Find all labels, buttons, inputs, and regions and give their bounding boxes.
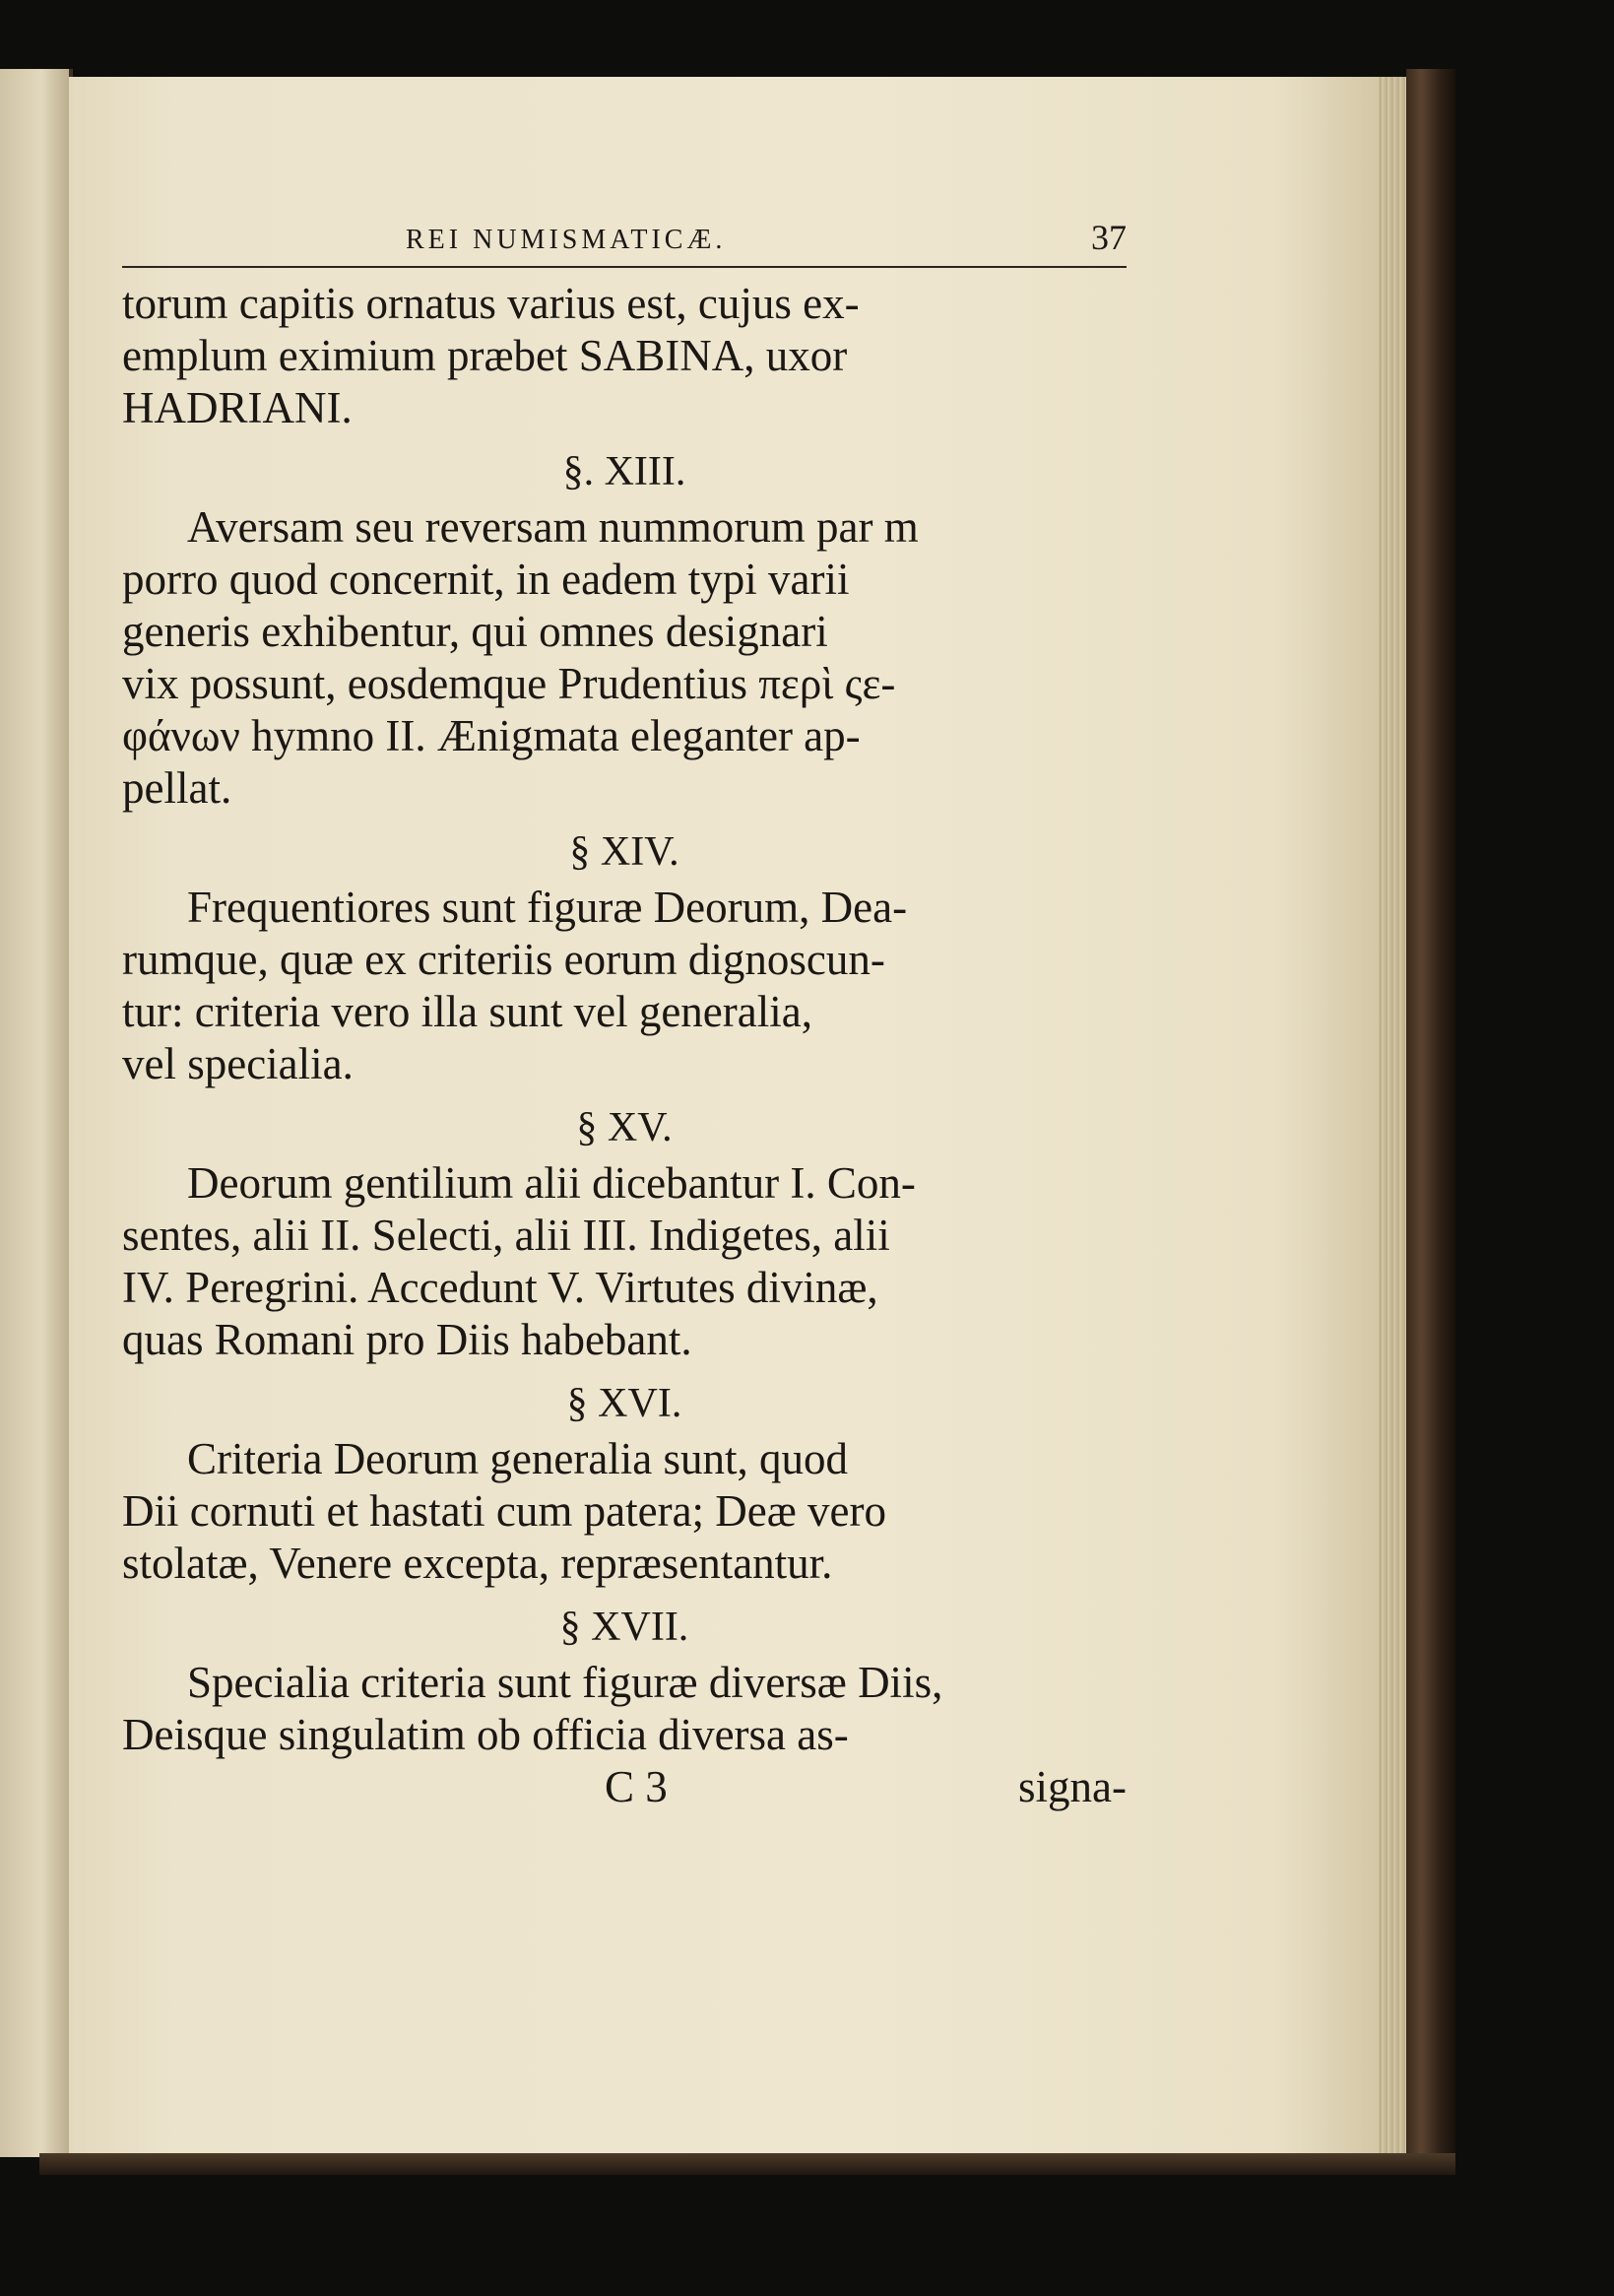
page-number: 37	[1091, 218, 1127, 257]
text-line: sentes, alii II. Selecti, alii III. Indigetes, alii	[122, 1211, 890, 1260]
section-heading-13: §. XIII.	[562, 449, 686, 494]
text-line: porro quod concernit, in eadem typi varii	[122, 555, 850, 604]
section-heading-14: § XIV.	[569, 829, 679, 875]
left-page-edge	[0, 69, 73, 2157]
text-line: generis exhibentur, qui omnes designari	[122, 607, 828, 656]
header-rule	[122, 266, 1127, 268]
text-line: vel specialia.	[122, 1039, 354, 1088]
text-block	[122, 218, 1127, 1816]
text-line: Aversam seu reversam nummorum par m	[187, 502, 919, 552]
page-fore-edge	[1379, 77, 1406, 2153]
text-line: φάνων hymno II. Ænigmata eleganter ap-	[122, 711, 861, 760]
book-spine	[1406, 69, 1455, 2165]
page-header	[122, 218, 1127, 266]
text-line: Deorum gentilium alii dicebantur I. Con-	[187, 1158, 916, 1208]
cover-bottom-edge	[39, 2153, 1455, 2175]
text-line: tur: criteria vero illa sunt vel generalia,	[122, 987, 812, 1036]
signature-mark: C 3	[605, 1762, 668, 1811]
text-line: stolatæ, Venere excepta, repræsentantur.	[122, 1539, 833, 1588]
running-head: REI NUMISMATICÆ.	[406, 225, 727, 255]
text-line: HADRIANI.	[122, 383, 353, 432]
text-line: quas Romani pro Diis habebant.	[122, 1315, 692, 1364]
text-line: vix possunt, eosdemque Prudentius περὶ ςε-	[122, 659, 896, 708]
text-line: torum capitis ornatus varius est, cujus ex-	[122, 279, 860, 328]
text-line: Criteria Deorum generalia sunt, quod	[187, 1434, 849, 1483]
section-heading-15: § XV.	[576, 1105, 673, 1150]
text-line: emplum eximium præbet SABINA, uxor	[122, 331, 848, 380]
text-line: Dii cornuti et hastati cum patera; Deæ vero	[122, 1486, 886, 1536]
text-line: Specialia criteria sunt figuræ diversæ Diis,	[187, 1658, 943, 1707]
page-footer	[122, 1761, 1127, 1816]
section-heading-17: § XVII.	[559, 1605, 689, 1650]
text-line: Deisque singulatim ob officia diversa as-	[122, 1710, 849, 1759]
catchword: signa-	[1018, 1762, 1127, 1811]
text-line: IV. Peregrini. Accedunt V. Virtutes divinæ,	[122, 1263, 878, 1312]
text-line: Frequentiores sunt figuræ Deorum, Dea-	[187, 883, 908, 932]
section-heading-16: § XVI.	[566, 1381, 682, 1426]
text-line: rumque, quæ ex criteriis eorum dignoscun-	[122, 935, 885, 984]
body-text	[122, 278, 1127, 1816]
text-line: pellat.	[122, 763, 232, 813]
